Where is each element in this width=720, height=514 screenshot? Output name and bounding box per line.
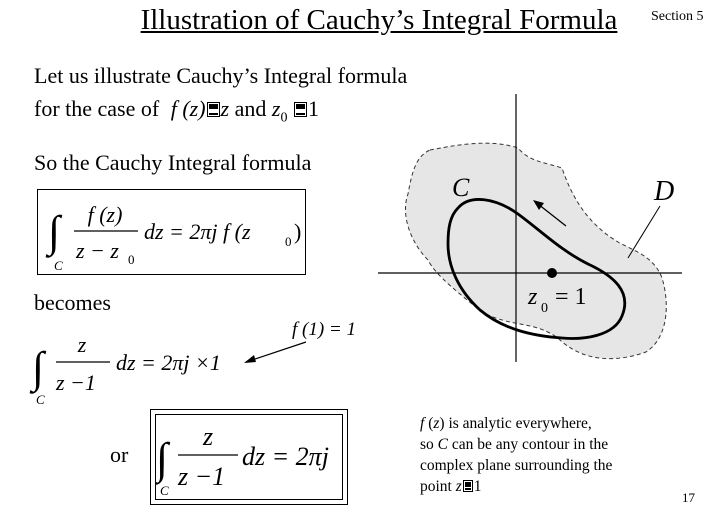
page-number: 17 [682,490,695,505]
missing-symbol-icon [207,102,220,117]
integral-sign: ∫ [32,343,45,392]
numerator: z [77,332,87,357]
denominator: z −1 [56,370,96,395]
f-of-z: f (z) [170,96,206,121]
f1-label: f (1) = 1 [292,319,357,340]
point-label-sub: 0 [541,301,548,316]
result-box-outer [150,409,348,505]
note-line-3: complex plane surrounding the [420,457,613,474]
z0-var: z [271,96,281,121]
specific-formula [28,318,258,408]
numerator: f (z) [87,202,123,227]
integral-sign: ∫ [156,434,169,483]
intro-line-2 [34,96,319,126]
note-line-2: so C can be any contour in the [420,436,609,453]
missing-symbol-icon [294,102,307,117]
intro-line-1: Let us illustrate Cauchy’s Integral formula [34,63,408,88]
domain-pointer-line [628,206,660,258]
and-word: and [234,96,267,121]
point-z0 [547,268,557,278]
analytic-note [420,413,612,497]
result-box-inner [155,414,343,500]
intro-prefix: for the case of [34,96,160,121]
contour-label: C [452,173,470,202]
integral-sign: ∫ [48,207,61,256]
result-formula [156,415,342,499]
rhs-sub: 0 [285,234,292,249]
general-formula [38,190,307,276]
slide-title: Illustration of Cauchy’s Integral Formula [140,4,618,36]
section-label: Section 5 [651,9,704,24]
domain-region [405,143,666,358]
note-line-4: point z 1 [420,478,482,495]
denominator: z −1 [178,462,226,491]
point-label: z [528,284,538,310]
f1-annotation [240,310,390,370]
or-word: or [110,442,129,467]
lower-limit: C [54,258,63,273]
so-line: So the Cauchy Integral formula [34,150,312,175]
domain-label: D [654,176,675,207]
one-value: 1 [307,96,319,121]
numerator: z [202,422,214,451]
complex-plane-diagram [370,90,690,390]
f1-arrowhead-icon [244,355,256,363]
general-formula-box [37,189,306,275]
denominator: z − z [76,238,119,263]
z0-subscript: 0 [280,110,288,126]
rhs-close: ) [294,219,302,244]
z-var: z [220,96,230,121]
lower-limit: C [36,392,45,407]
rhs: dz = 2πj ×1 [116,350,221,375]
denominator-sub: 0 [128,252,135,267]
lower-limit: C [160,483,169,498]
point-label-eq: = 1 [549,284,587,310]
missing-symbol-icon [463,480,473,492]
rhs: dz = 2πj [242,442,329,471]
note-line-1: f (z) is analytic everywhere, [420,415,592,432]
rhs: dz = 2πj f (z [144,219,251,244]
becomes-word: becomes [34,290,111,315]
